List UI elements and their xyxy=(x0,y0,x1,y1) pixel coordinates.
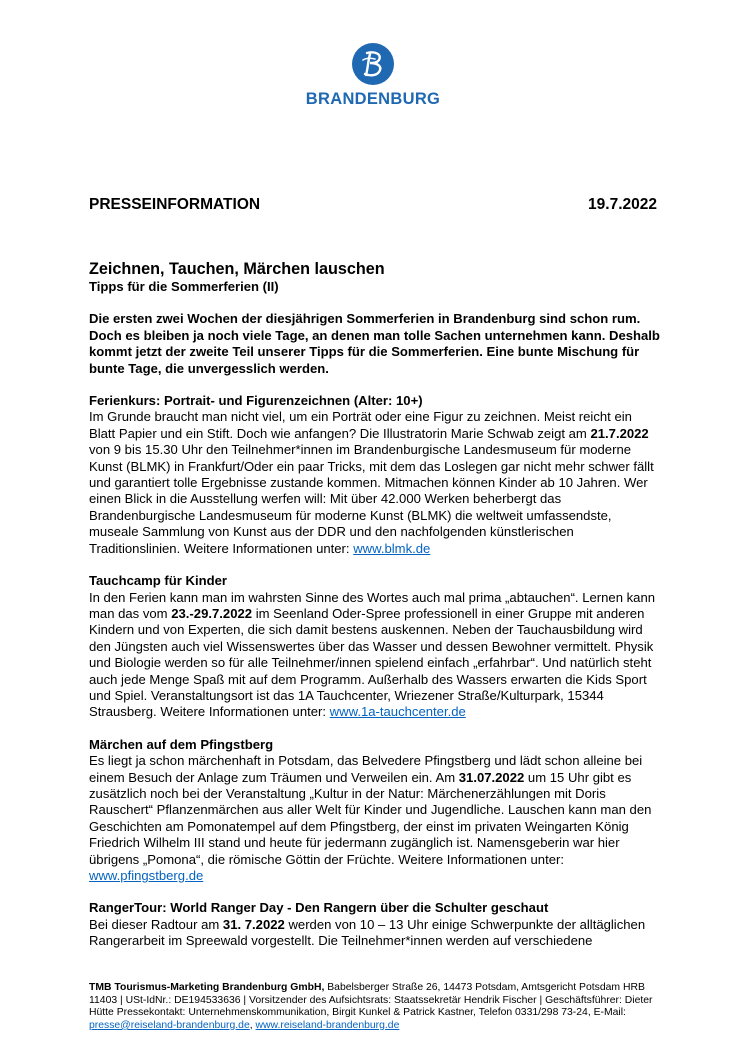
footer-separator: , xyxy=(249,1019,256,1031)
article xyxy=(89,260,661,966)
section-heading: Ferienkurs: Portrait- und Figurenzeichnen (Alter: 10+) xyxy=(89,393,423,409)
link-tauchcenter[interactable]: www.1a-tauchcenter.de xyxy=(329,704,466,720)
press-label: PRESSEINFORMATION xyxy=(89,196,261,213)
footer-company: TMB Tourismus-Marketing Brandenburg GmbH, xyxy=(89,982,325,993)
section-text: In den Ferien kann man im wahrsten Sinne des Wortes auch mal prima „abtauchen“. Lernen kann man das vom xyxy=(89,589,656,621)
section-date: 31.07.2022 xyxy=(458,769,525,785)
article-subtitle: Tipps für die Sommerferien (II) xyxy=(89,279,279,294)
section-text: werden von 10 – 13 Uhr einige Schwerpunkte der alltäglichen Rangerarbeit im Spreewald vorgestellt. Die Teilnehmer*innen werden auf verschiedene xyxy=(89,916,646,949)
press-header xyxy=(89,196,657,218)
article-title: Zeichnen, Tauchen, Märchen lauschen xyxy=(89,260,385,278)
section-body xyxy=(89,590,661,721)
section-text: von 9 bis 15.30 Uhr den Teilnehmer*innen im Brandenburgische Landesmuseum für moderne Kunst (BLMK) in Frankfurt/Oder ein paar Tricks, mit dem das Loslegen gar nicht mehr schwer fällt und garantiert tolle Ergebnisse zustande kommen. Mitmachen können Kinder ab 10 Jahren. Wer einen Blick in die Ausstellung werfen will: Mit über 42.000 Werken beherbergt das Brandenburgische Landesmuseum für moderne Kunst (BLMK) die weltweit umfassendste, museale Sammlung von Kunst aus der DDR und den nachfolgenden künstlerischen Traditionslinien. Weitere Informationen unter: xyxy=(89,442,654,556)
section-body xyxy=(89,917,661,950)
brandenburg-b-badge-icon xyxy=(351,42,395,86)
section-text: Bei dieser Radtour am xyxy=(89,916,223,932)
section-text: Es liegt ja schon märchenhaft in Potsdam, das Belvedere Pfingstberg und lädt schon alleine bei einem Besuch der Anlage zum Träumen und Verweilen ein. Am xyxy=(89,753,643,785)
link-pfingstberg[interactable]: www.pfingstberg.de xyxy=(89,868,204,883)
section-text: um 15 Uhr gibt es zusätzlich noch bei der Veranstaltung „Kultur in der Natur: Märchenerzählungen mit Doris Rauschert“ Pflanzenmärchen aus aller Welt für Kinder und Jugendliche. Lauschen kann man den Geschichten am Pomonatempel auf dem Pfingstberg, der einst im privaten Weingarten König Friedrich Wilhelm III stand und heute für jedermann zugänglich ist. Namensgeberin war hier übrigens „Pomona“, die römische Göttin der Früchte. Weitere Informationen unter: xyxy=(89,769,652,867)
press-date: 19.7.2022 xyxy=(588,196,657,213)
footer-details: Babelsberger Straße 26, 14473 Potsdam, Amtsgericht Potsdam HRB 11403 | USt-IdNr.: DE194533636 | Vorsitzender des Aufsichtsrats: Staatssekretär Hendrik Fischer | Geschäftsführer: Dieter Hütte Pressekontakt: Unternehmenskommunikation, Birgit Kunkel & Patrick Kastner, Telefon 0331/298 73-24, E-Mail: xyxy=(89,982,653,1019)
section-rangertour xyxy=(89,900,661,949)
section-body xyxy=(89,409,661,557)
section-heading: Tauchcamp für Kinder xyxy=(89,573,227,589)
brandenburg-logo xyxy=(292,42,454,109)
footer-email-link[interactable]: presse@reiseland-brandenburg.de xyxy=(89,1019,250,1031)
footer-imprint xyxy=(89,982,661,1032)
section-tauchcamp xyxy=(89,573,661,721)
section-date: 31. 7.2022 xyxy=(222,916,285,932)
link-blmk[interactable]: www.blmk.de xyxy=(353,540,431,556)
section-text: Im Grunde braucht man nicht viel, um ein Porträt oder eine Figur zu zeichnen. Meist reicht ein Blatt Papier und ein Stift. Doch wie anfangen? Die Illustratorin Marie Schwab zeigt am xyxy=(89,409,632,441)
section-zeichnen xyxy=(89,393,661,557)
section-text: im Seenland Oder-Spree professionell in einer Gruppe mit anderen Kindern und von Experten, die sich damit bestens auskennen. Neben der Tauchausbildung wird den Jüngsten auch viel Wissenswertes über das Wasser und dessen Bewohner vermittelt. Physik und Biologie werden so für alle Teilnehmer/innen spielend einfach „erfahrbar“. Und natürlich steht auch jede Menge Spaß mit auf dem Programm. Außerhalb des Wassers erwarten die Kids Sport und Spiel. Veranstaltungsort ist das 1A Tauchcenter, Wriezener Straße/Kulturpark, 15344 Strausberg. Weitere Informationen unter: xyxy=(89,605,654,720)
section-date: 23.-29.7.2022 xyxy=(171,605,253,621)
section-heading: Märchen auf dem Pfingstberg xyxy=(89,736,274,752)
section-date: 21.7.2022 xyxy=(590,425,649,441)
section-body xyxy=(89,753,661,884)
section-heading: RangerTour: World Ranger Day - Den Rangern über die Schulter geschaut xyxy=(89,900,549,916)
footer-website-link[interactable]: www.reiseland-brandenburg.de xyxy=(255,1019,400,1031)
logo-wordmark: BRANDENBURG xyxy=(305,90,441,108)
section-maerchen xyxy=(89,737,661,885)
article-lead: Die ersten zwei Wochen der diesjährigen Sommerferien in Brandenburg sind schon rum. Doch es bleiben ja noch viele Tage, an denen man tolle Sachen unternehmen kann. Deshalb kommt jetzt der zweite Teil unserer Tipps für die Sommerferien. Eine bunte Mischung für bunte Tage, die unvergesslich werden. xyxy=(89,311,660,376)
